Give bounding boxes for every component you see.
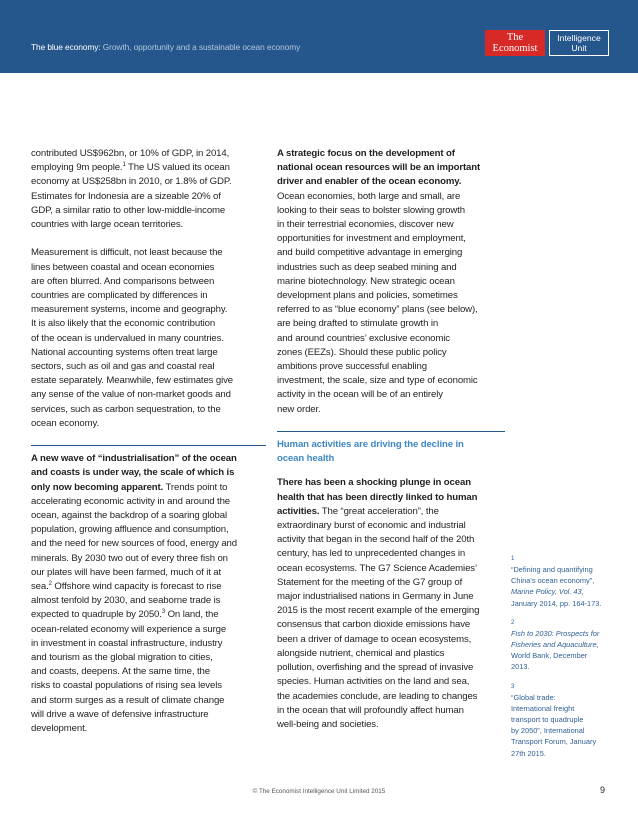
text-line: almost tenfold by 2030, and seaborne trade is — [31, 595, 221, 607]
text-line: It is also likely that the economic contribution — [31, 318, 216, 330]
text-line: of the ocean is undervalued in many countries. — [31, 332, 224, 344]
text-line: alongside nutrient, chemical and plastics — [277, 647, 445, 659]
text-line: any sense of the value of non-market goods and — [31, 389, 231, 401]
lead-fragment: activities. — [277, 505, 320, 517]
text-line: referred to as “blue economy” plans (see below), — [277, 304, 478, 316]
text-line: zones (EEZs). Should these public policy — [277, 346, 447, 358]
lead-line: driver and enabler of the ocean economy. — [277, 176, 462, 188]
lead-fragment: only now becoming apparent. — [31, 481, 164, 493]
text-line: National accounting systems often treat large — [31, 346, 218, 358]
paragraph — [31, 147, 266, 232]
text-line: accelerating economic activity in and around the — [31, 495, 231, 507]
lead-line: There has been a shocking plunge in ocean — [277, 477, 471, 489]
footnote-line: World Bank, December — [511, 651, 588, 661]
heading-line: ocean health — [277, 453, 335, 465]
text-line — [31, 481, 266, 495]
text-line: century, has led to unprecedented changes in — [277, 548, 466, 560]
text-line: activity in the ocean will be of an entirely — [277, 389, 443, 401]
text-line: the academies conclude, are leading to changes — [277, 690, 478, 702]
text-line: extraordinary burst of economic and industrial — [277, 520, 466, 532]
copyright-footer: © The Economist Intelligence Unit Limited 2015 — [252, 788, 386, 795]
text-line: been a driver of damage to ocean ecosystems, — [277, 633, 472, 645]
section-rule — [277, 431, 505, 432]
lead-line: national ocean resources will be an important — [277, 162, 481, 174]
report-title-main: The blue economy: — [31, 42, 101, 52]
left-column — [31, 147, 266, 750]
text-line: services, such as carbon sequestration, to the — [31, 403, 221, 415]
footnotes-column — [511, 555, 621, 769]
text-line: minerals. By 2030 two out of every three fish on — [31, 552, 228, 564]
text-fragment: On land, the — [165, 609, 219, 621]
text-line: are being drafted to stimulate growth in — [277, 318, 439, 330]
text-line — [31, 608, 266, 622]
text-line: will drive a wave of defensive infrastructure — [31, 708, 209, 720]
text-line: and around countries’ exclusive economic — [277, 332, 450, 344]
text-line — [31, 161, 266, 175]
text-line: in the ocean that will profoundly affect human — [277, 704, 464, 716]
lead-line: and coasts is under way, the scale of which is — [31, 467, 235, 479]
paragraph — [31, 452, 266, 736]
report-title-sub: Growth, opportunity and a sustainable ocean economy — [100, 42, 301, 52]
footnote-number: 1 — [511, 556, 515, 562]
lead-line: health that has been directly linked to human — [277, 491, 478, 503]
lead-line: A new wave of “industrialisation” of the ocean — [31, 453, 237, 465]
footnote-line: Fish to 2030: Prospects for — [511, 628, 600, 638]
footnote-number: 3 — [511, 683, 515, 690]
text-line: development. — [31, 723, 88, 735]
text-line: Estimates for Indonesia are a sizeable 20% of — [31, 190, 221, 202]
footnote-line: “Defining and quantifying — [511, 565, 593, 574]
economist-logo — [485, 30, 545, 56]
page-number: 9 — [600, 785, 606, 795]
footnote-ref: 1 — [122, 162, 126, 169]
text-fragment: The US valued its ocean — [125, 162, 230, 174]
text-line: marine biotechnology. New strategic ocean — [277, 275, 455, 287]
text-line: and coasts, deepens. At the same time, the — [31, 666, 210, 678]
text-line: lines between coastal and ocean economies — [31, 261, 215, 273]
footnote-line: International freight — [511, 703, 575, 713]
text-line: investment, the scale, size and type of economic — [277, 375, 478, 387]
paragraph — [31, 246, 266, 431]
middle-column — [277, 147, 505, 746]
text-line: Ocean economies, both large and small, are — [277, 190, 461, 202]
footnote-line: China’s ocean economy”, — [511, 576, 595, 586]
intelligence-unit-logo — [549, 30, 609, 56]
section-rule — [31, 445, 266, 446]
text-line: estate separately. Meanwhile, few estimates give — [31, 375, 234, 387]
brand-line: Intelligence — [557, 33, 601, 43]
text-line — [31, 580, 266, 594]
text-fragment: expected to quadruple by 2050. — [31, 609, 162, 621]
text-line: in investment in coastal infrastructure, industry — [31, 637, 223, 649]
logo-line: The — [506, 32, 524, 43]
text-line: new order. — [277, 403, 321, 415]
text-line: contributed US$962bn, or 10% of GDP, in 2014, — [31, 148, 230, 159]
text-line: sectors, such as oil and gas and coastal real — [31, 361, 215, 373]
footnote-line — [511, 586, 621, 597]
text-line: industries such as deep seabed mining and — [277, 261, 457, 273]
footnote-line: 2013. — [511, 662, 530, 672]
text-line: ocean-related economy will experience a surge — [31, 623, 227, 635]
footnote-ref: 3 — [161, 609, 166, 616]
text-line: and tourism as the global migration to cities, — [31, 652, 213, 664]
footnote-line: transport to quadruple — [511, 715, 584, 725]
text-line: Statement for the meeting of the G7 group of — [277, 576, 463, 588]
logo-line: Economist — [492, 43, 538, 54]
text-line: consensus that carbon dioxide emissions have — [277, 619, 471, 631]
report-title — [31, 42, 300, 52]
footnote-line: January 2014, pp. 164-173. — [511, 598, 602, 608]
text-line: our plates will have been farmed, much of it at — [31, 566, 222, 578]
text-line: ocean, against the backdrop of a soaring global — [31, 510, 227, 522]
text-line: major industrialised nations in Germany in June — [277, 591, 474, 603]
text-line: and build competitive advantage in emerging — [277, 247, 463, 259]
text-fragment: The “great acceleration”, the — [319, 505, 439, 517]
footnote-line: by 2050”, International — [511, 726, 585, 736]
text-line: risks to coastal populations of rising sea levels — [31, 680, 222, 692]
text-line: opportunities for investment and employment, — [277, 233, 466, 245]
text-line: development plans and policies, sometimes — [277, 290, 458, 302]
text-line: and the need for new sources of food, energy and — [31, 538, 237, 550]
text-line: pollution, overfishing and the spread of invasive — [277, 662, 474, 674]
text-line: ambitions prove successful enabling — [277, 361, 427, 373]
text-fragment: Trends point to — [163, 481, 228, 493]
paragraph — [277, 476, 505, 732]
text-line: population, growing affluence and consumption, — [31, 524, 229, 536]
footnote-line: Transport Forum, January — [511, 737, 597, 747]
footnote-3 — [511, 683, 621, 759]
footnote-line: Fisheries and Aquaculture, — [511, 640, 599, 650]
text-fragment: Offshore wind capacity is forecast to rise — [51, 581, 222, 593]
text-line: economy at US$258bn in 2010, or 1.8% of GDP. — [31, 176, 232, 188]
footnote-1 — [511, 555, 621, 609]
text-line: countries with large ocean territories. — [31, 219, 184, 231]
text-line: in their terrestrial economies, discover new — [277, 219, 454, 231]
text-line: activity that began in the second half of the 20th — [277, 534, 475, 546]
text-line: GDP, a similar ratio to other low-middle-income — [31, 204, 226, 216]
text-line: Measurement is difficult, not least because the — [31, 247, 223, 259]
footnote-number: 2 — [511, 619, 515, 626]
text-line: and storm surges as a result of climate change — [31, 694, 225, 706]
heading-line: Human activities are driving the decline in — [277, 439, 464, 451]
footnote-line: 27th 2015. — [511, 748, 546, 758]
footnote-line: “Global trade: — [511, 692, 556, 702]
text-line: looking to their seas to bolster slowing growth — [277, 204, 465, 216]
text-line: species. Human activities on the land and sea, — [277, 676, 470, 688]
paragraph — [277, 147, 505, 417]
lead-line: A strategic focus on the development of — [277, 148, 455, 159]
text-fragment: sea. — [31, 581, 49, 593]
page-header — [0, 0, 638, 73]
text-line: 2015 is the most recent example of the emerging — [277, 605, 480, 617]
text-line: ocean ecosystems. The G7 Science Academies’ — [277, 562, 477, 574]
text-line: measurement systems, income and geography. — [31, 304, 228, 316]
section-heading — [277, 438, 505, 466]
text-fragment: employing 9m people. — [31, 162, 123, 174]
text-line: countries are complicated by differences in — [31, 290, 208, 302]
text-line: are often blurred. And comparisons between — [31, 275, 215, 287]
footnote-ref: 2 — [48, 580, 52, 587]
text-line: well-being and societies. — [277, 718, 379, 730]
footnote-text: Marine Policy, Vol. 43, — [511, 587, 584, 597]
brand-line: Unit — [571, 43, 587, 53]
text-line: ocean economy. — [31, 417, 100, 429]
footnote-2 — [511, 619, 621, 673]
text-line — [277, 505, 505, 519]
